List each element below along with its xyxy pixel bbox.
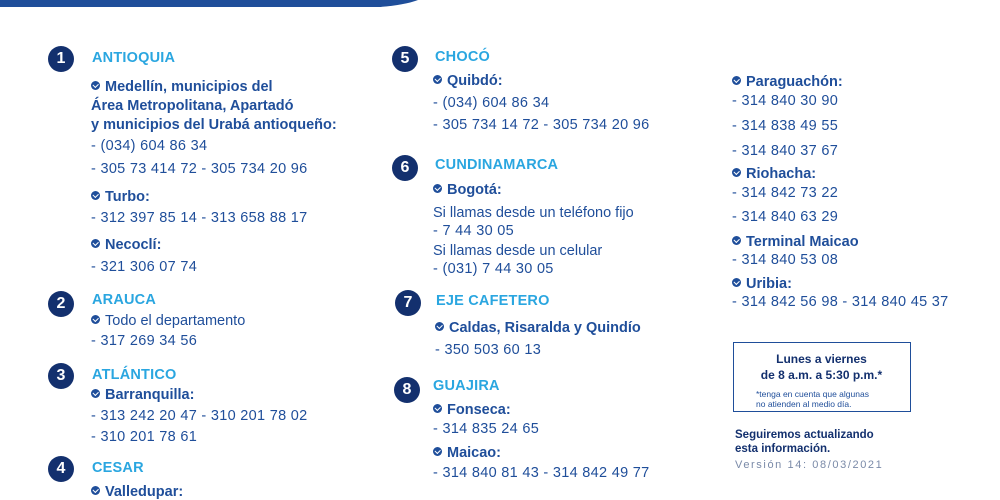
city-caldas-label: Caldas, Risaralda y Quindío xyxy=(435,318,641,338)
terminal-maicao-label: Terminal Maicao xyxy=(732,232,859,252)
phone-number: - 314 842 73 22 xyxy=(732,185,839,201)
check-circle-icon xyxy=(732,236,741,245)
phone-number: - 314 840 37 67 xyxy=(732,143,839,159)
region-number-badge: 1 xyxy=(48,46,74,72)
hours-footnote xyxy=(756,389,869,409)
landline-note: Si llamas desde un teléfono fijo xyxy=(433,205,634,221)
phone-number: - 312 397 85 14 - 313 658 88 17 xyxy=(91,210,308,226)
update-notice-line1: Seguiremos actualizando xyxy=(735,429,874,441)
check-circle-icon xyxy=(91,389,100,398)
phone-number: - 314 842 56 98 - 314 840 45 37 xyxy=(732,294,949,310)
city-medellin-label: Medellín, municipios del xyxy=(91,77,273,97)
check-circle-icon xyxy=(91,315,100,324)
hours-note-line2: no atienden al medio día. xyxy=(756,399,852,409)
check-circle-icon xyxy=(732,76,741,85)
mobile-note: Si llamas desde un celular xyxy=(433,243,603,259)
check-circle-icon xyxy=(91,239,100,248)
city-barranquilla-label: Barranquilla: xyxy=(91,385,194,405)
phone-number: - 305 734 14 72 - 305 734 20 96 xyxy=(433,117,650,133)
city-necocli-label: Necoclí: xyxy=(91,235,161,255)
phone-number: - (034) 604 86 34 xyxy=(91,138,208,154)
check-circle-icon xyxy=(732,168,741,177)
phone-number: - (031) 7 44 30 05 xyxy=(433,261,554,277)
phone-number: - 314 840 63 29 xyxy=(732,209,839,225)
region-title-guajira: GUAJIRA xyxy=(433,378,500,394)
city-uribia-label: Uribia: xyxy=(732,274,792,294)
region-number-badge: 3 xyxy=(48,363,74,389)
office-hours-text xyxy=(734,351,909,383)
check-circle-icon xyxy=(732,278,741,287)
city-fonseca-label: Fonseca: xyxy=(433,400,511,420)
city-riohacha-label: Riohacha: xyxy=(732,164,816,184)
check-circle-icon xyxy=(433,75,442,84)
phone-number: - 305 73 414 72 - 305 734 20 96 xyxy=(91,161,308,177)
area-all-department: Todo el departamento xyxy=(91,311,245,331)
region-title-arauca: ARAUCA xyxy=(92,292,157,308)
phone-number: - 317 269 34 56 xyxy=(91,333,198,349)
phone-number: - 310 201 78 61 xyxy=(91,429,198,445)
office-hours-box xyxy=(733,342,911,412)
check-circle-icon xyxy=(91,191,100,200)
region-number-badge: 2 xyxy=(48,291,74,317)
check-circle-icon xyxy=(433,184,442,193)
check-circle-icon xyxy=(91,486,100,495)
region-number-badge: 7 xyxy=(395,290,421,316)
phone-number: - 313 242 20 47 - 310 201 78 02 xyxy=(91,408,308,424)
region-number-badge: 5 xyxy=(392,46,418,72)
hours-note-line1: *tenga en cuenta que algunas xyxy=(756,389,869,399)
phone-number: - 350 503 60 13 xyxy=(435,342,542,358)
region-title-choco: CHOCÓ xyxy=(435,49,490,65)
update-notice xyxy=(735,428,874,456)
region-number-badge: 8 xyxy=(394,377,420,403)
update-notice-line2: esta información. xyxy=(735,443,831,455)
region-title-cesar: CESAR xyxy=(92,460,144,476)
city-medellin-label-line3: y municipios del Urabá antioqueño: xyxy=(91,117,337,133)
check-circle-icon xyxy=(435,322,444,331)
check-circle-icon xyxy=(433,447,442,456)
phone-number: - 314 840 30 90 xyxy=(732,93,839,109)
phone-number: - 7 44 30 05 xyxy=(433,223,514,239)
phone-number: - 314 840 81 43 - 314 842 49 77 xyxy=(433,465,650,481)
city-bogota-label: Bogotá: xyxy=(433,180,502,200)
city-maicao-label: Maicao: xyxy=(433,443,501,463)
region-title-antioquia: ANTIOQUIA xyxy=(92,50,176,66)
region-title-eje-cafetero: EJE CAFETERO xyxy=(436,293,550,309)
phone-number: - (034) 604 86 34 xyxy=(433,95,550,111)
check-circle-icon xyxy=(91,81,100,90)
phone-number: - 314 835 24 65 xyxy=(433,421,540,437)
phone-number: - 314 840 53 08 xyxy=(732,252,839,268)
hours-time: de 8 a.m. a 5:30 p.m.* xyxy=(760,368,883,382)
city-paraguachon-label: Paraguachón: xyxy=(732,72,843,92)
city-turbo-label: Turbo: xyxy=(91,187,150,207)
region-number-badge: 6 xyxy=(392,155,418,181)
check-circle-icon xyxy=(433,404,442,413)
city-valledupar-label: Valledupar: xyxy=(91,482,183,500)
region-number-badge: 4 xyxy=(48,456,74,482)
phone-number: - 321 306 07 74 xyxy=(91,259,198,275)
city-quibdo-label: Quibdó: xyxy=(433,71,503,91)
region-title-atlantico: ATLÁNTICO xyxy=(92,367,177,383)
region-title-cundinamarca: CUNDINAMARCA xyxy=(435,157,559,173)
version-label: Versión 14: 08/03/2021 xyxy=(735,459,884,471)
top-banner-stripe xyxy=(0,0,1000,10)
city-medellin-label-line2: Área Metropolitana, Apartadó xyxy=(91,98,294,114)
phone-number: - 314 838 49 55 xyxy=(732,118,839,134)
hours-days: Lunes a viernes xyxy=(776,352,867,366)
